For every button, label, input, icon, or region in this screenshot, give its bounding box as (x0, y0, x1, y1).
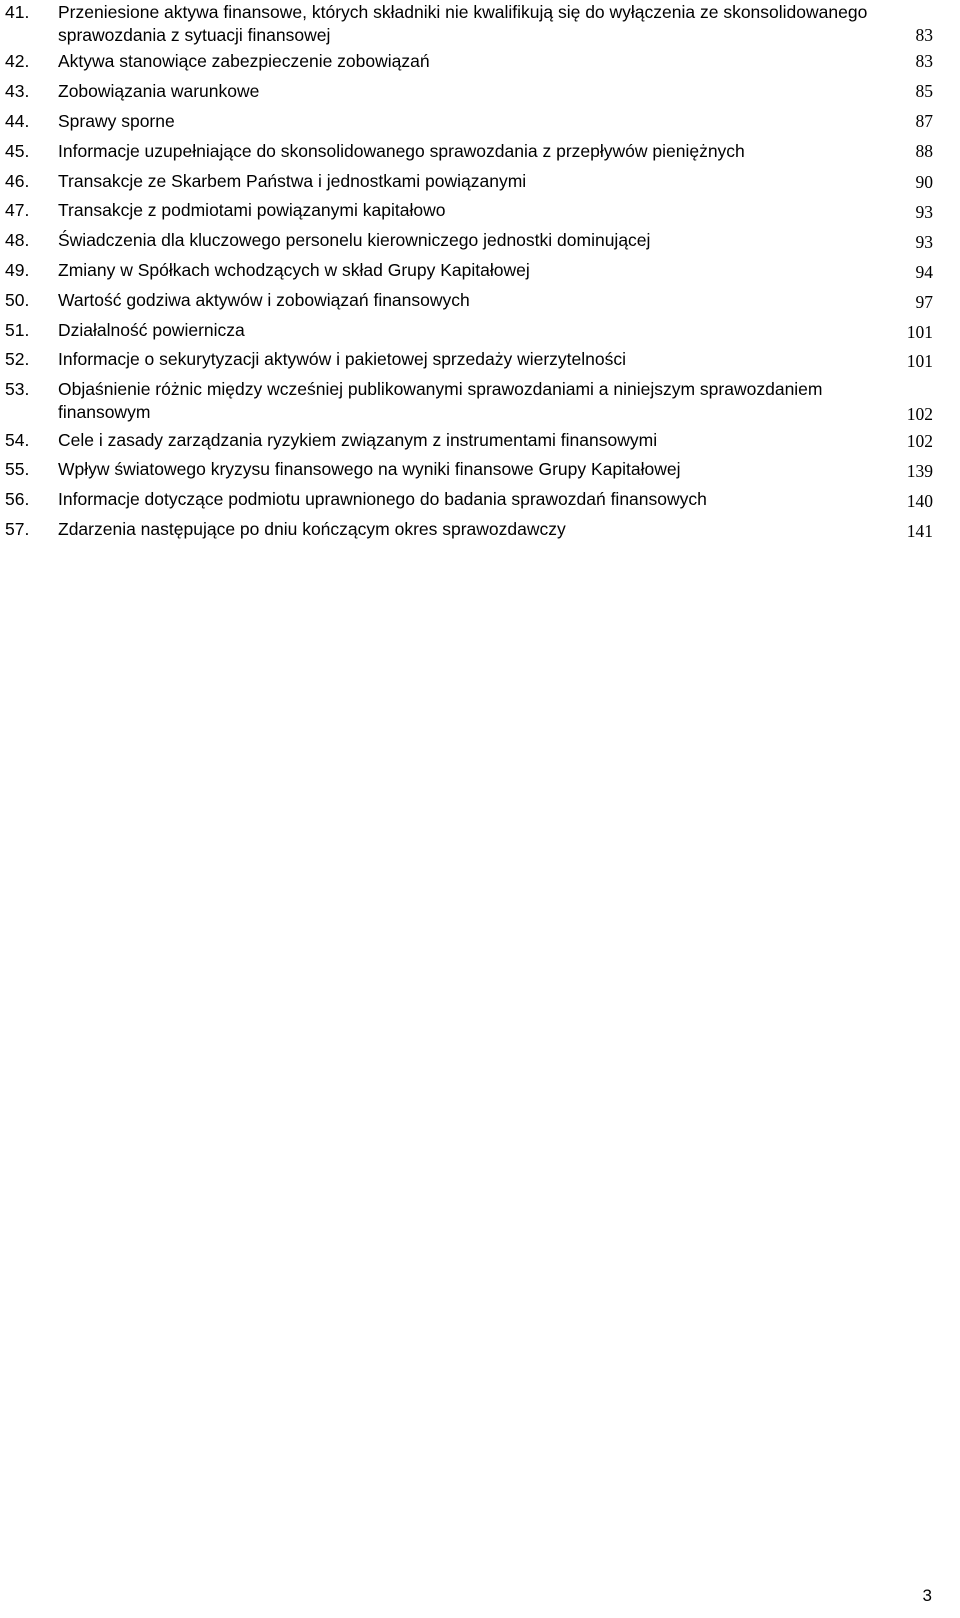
toc-entry-page: 85 (915, 81, 933, 101)
toc-entry-title: Informacje dotyczące podmiotu uprawnionego do badania sprawozdań finansowych (58, 489, 707, 509)
toc-entry (0, 1, 960, 47)
toc-entry-number: 42. (5, 51, 30, 71)
toc-entry-title: Zobowiązania warunkowe (58, 81, 260, 101)
toc-entry-number: 57. (5, 519, 30, 539)
toc-entry-page: 93 (915, 232, 933, 252)
toc-entry-title: Aktywa stanowiące zabezpieczenie zobowiązań (58, 51, 430, 71)
toc-entry-number: 43. (5, 81, 30, 101)
toc-entry (0, 199, 960, 222)
toc-entry-page: 101 (906, 351, 933, 371)
toc-entry (0, 140, 960, 163)
toc-entry-page: 83 (915, 51, 933, 71)
toc-entry-number: 46. (5, 171, 30, 191)
toc-entry-number: 51. (5, 320, 30, 340)
toc-entry-number: 47. (5, 200, 30, 220)
toc-entry-title: Transakcje z podmiotami powiązanymi kapitałowo (58, 200, 446, 220)
toc-entry-number: 44. (5, 111, 30, 131)
toc-entry (0, 458, 960, 481)
toc-entry-title: Zmiany w Spółkach wchodzących w skład Grupy Kapitałowej (58, 260, 530, 280)
toc-entry-title: Transakcje ze Skarbem Państwa i jednostkami powiązanymi (58, 171, 527, 191)
toc-entry-title: Wpływ światowego kryzysu finansowego na wyniki finansowe Grupy Kapitałowej (58, 459, 681, 479)
toc-entry-number: 52. (5, 349, 30, 369)
toc-entry-number: 50. (5, 290, 30, 310)
toc-entry (0, 170, 960, 193)
toc-entry (0, 289, 960, 312)
toc-entry (0, 259, 960, 282)
toc-entry (0, 110, 960, 133)
toc-entry-page: 97 (915, 292, 933, 312)
toc-entry-title: Przeniesione aktywa finansowe, których składniki nie kwalifikują się do wyłączenia ze skonsolidowanego sprawozdania z sytuacji finansowej (58, 2, 868, 45)
toc-entry (0, 50, 960, 73)
toc-entry-number: 41. (5, 2, 30, 22)
toc-entry (0, 518, 960, 541)
toc-entry-number: 54. (5, 430, 30, 450)
toc-entry-page: 102 (906, 431, 933, 451)
toc-entry-page: 139 (906, 461, 933, 481)
toc-entry-page: 88 (915, 141, 933, 161)
toc-entry (0, 378, 960, 424)
toc-entry-page: 140 (906, 491, 933, 511)
toc-entry-number: 56. (5, 489, 30, 509)
toc-entry (0, 319, 960, 342)
toc-entry-number: 53. (5, 379, 30, 399)
toc-entry-title: Wartość godziwa aktywów i zobowiązań finansowych (58, 290, 470, 310)
toc-entry (0, 348, 960, 371)
toc-entry-title: Świadczenia dla kluczowego personelu kierowniczego jednostki dominującej (58, 230, 651, 250)
toc-entry-page: 87 (915, 111, 933, 131)
toc-entry-title: Zdarzenia następujące po dniu kończącym okres sprawozdawczy (58, 519, 566, 539)
page-number: 3 (922, 1586, 932, 1605)
toc-entry-title: Cele i zasady zarządzania ryzykiem związanym z instrumentami finansowymi (58, 430, 658, 450)
toc-entry-page: 90 (915, 172, 933, 192)
toc-entry-number: 48. (5, 230, 30, 250)
toc-entry (0, 229, 960, 252)
toc-entry-page: 101 (906, 322, 933, 342)
toc-entry-title: Informacje o sekurytyzacji aktywów i pakietowej sprzedaży wierzytelności (58, 349, 626, 369)
toc-entry (0, 429, 960, 452)
toc-entry-page: 141 (906, 521, 933, 541)
toc-entry (0, 488, 960, 511)
toc-entry-number: 45. (5, 141, 30, 161)
toc-entry-title: Sprawy sporne (58, 111, 175, 131)
toc-entry-page: 102 (906, 404, 933, 424)
toc-entry-page: 83 (915, 25, 933, 45)
toc-entry-title: Objaśnienie różnic między wcześniej publikowanymi sprawozdaniami a niniejszym sprawozdaniem finansowym (58, 379, 823, 422)
toc-entry-page: 93 (915, 202, 933, 222)
toc-entry-number: 49. (5, 260, 30, 280)
toc-entry-title: Informacje uzupełniające do skonsolidowanego sprawozdania z przepływów pieniężnych (58, 141, 745, 161)
toc-entry (0, 80, 960, 103)
toc-entry-title: Działalność powiernicza (58, 320, 245, 340)
toc-entry-page: 94 (915, 262, 933, 282)
toc-entry-number: 55. (5, 459, 30, 479)
